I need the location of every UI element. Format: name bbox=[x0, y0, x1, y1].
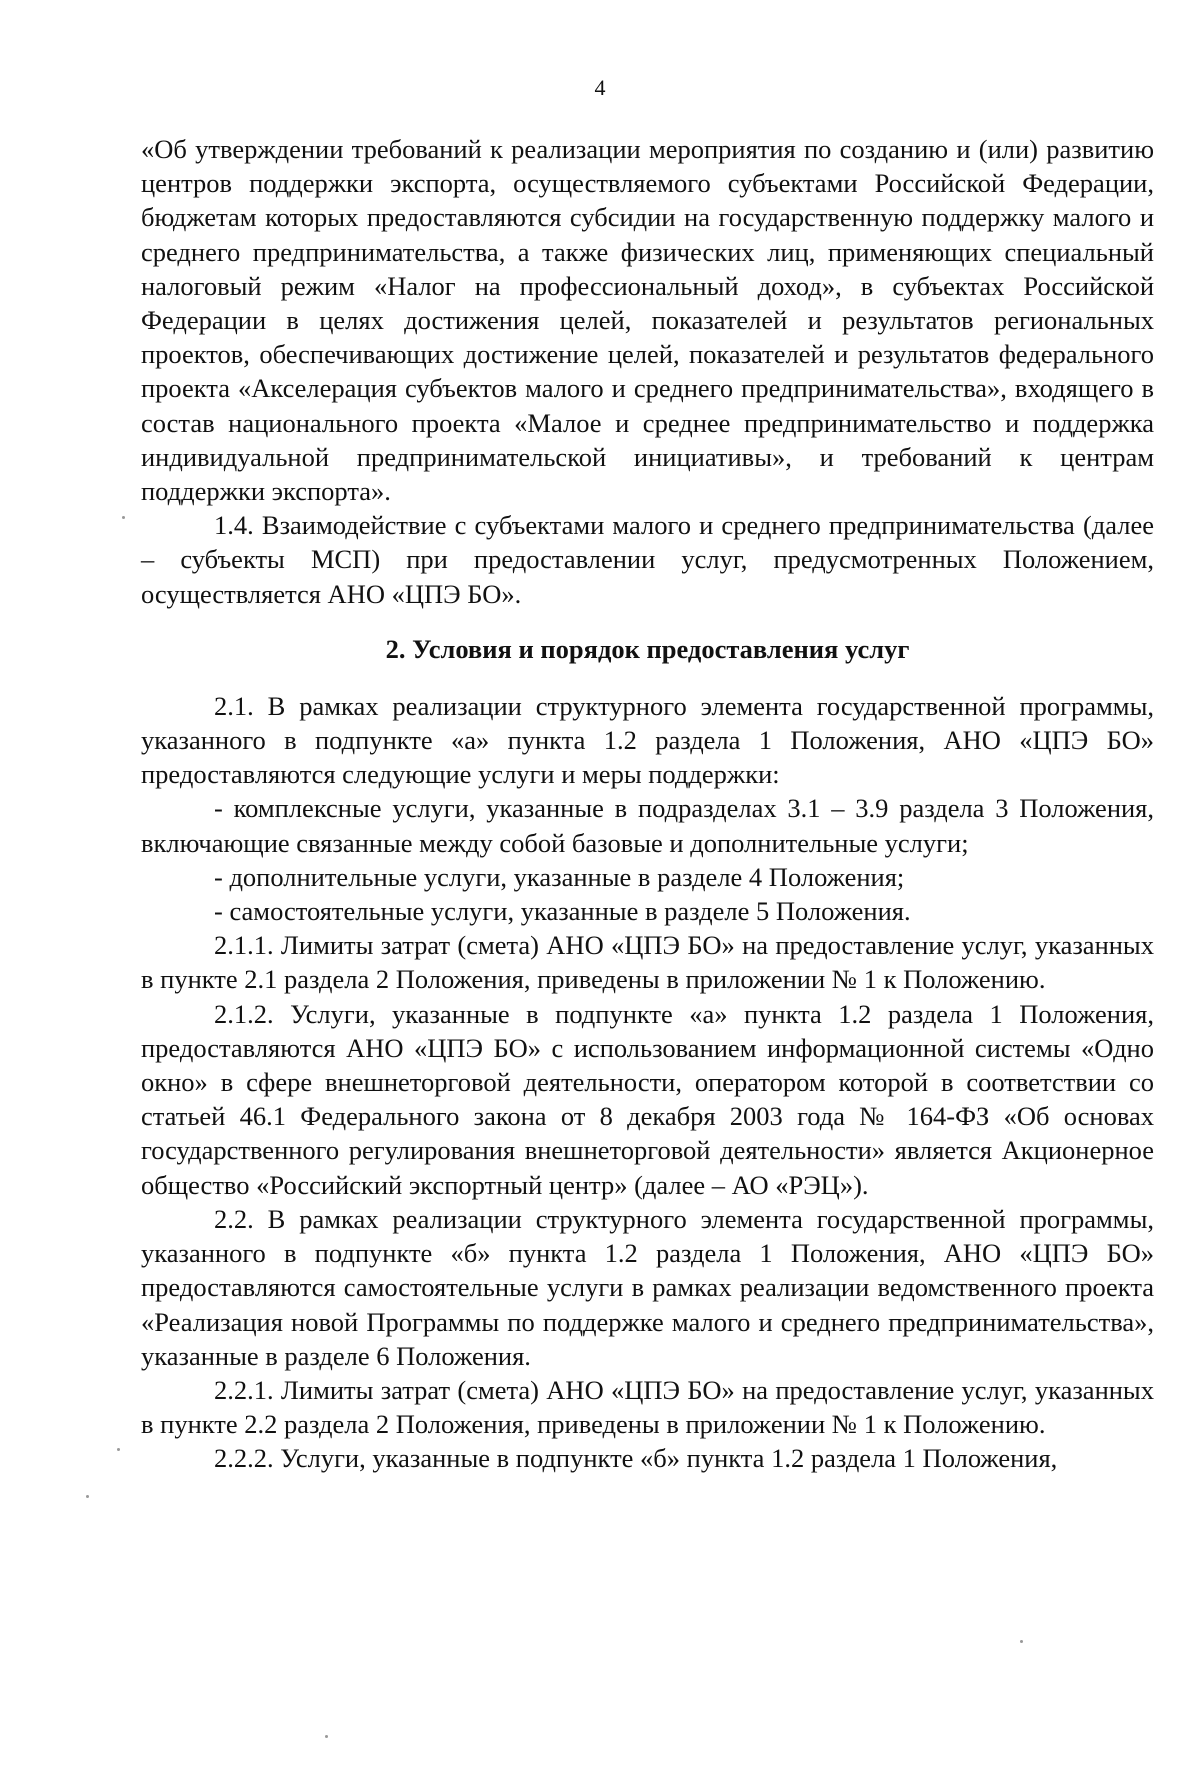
paragraph-2-2: 2.2. В рамках реализации структурного элемента государственной программы, указанного в подпункте «б» пункта 1.2 раздела 1 Положения, АНО «ЦПЭ БО» предоставляются самостоятельные услуги в рамках реализации ведомственного проекта «Реализация новой Программы по поддержке малого и среднего предпринимательства», указанные в разделе 6 Положения. bbox=[141, 1203, 1154, 1371]
list-item: - дополнительные услуги, указанные в разделе 4 Положения; bbox=[214, 861, 905, 892]
scan-speck bbox=[117, 1448, 120, 1451]
paragraph-2-2-2: 2.2.2. Услуги, указанные в подпункте «б» пункта 1.2 раздела 1 Положения, bbox=[214, 1443, 1058, 1474]
paragraph-2-1-2: 2.1.2. Услуги, указанные в подпункте «а» пункта 1.2 раздела 1 Положения, предоставляются АНО «ЦПЭ БО» с использованием информационной системы «Одно окно» в сфере внешнеторговой деятельности, оператором которой в соответствии со статьей 46.1 Федерального закона от 8 декабря 2003 года № 164-ФЗ «Об основах государственного регулирования внешнеторговой деятельности» является Акционерное общество «Российский экспортный центр» (далее – АО «РЭЦ»). bbox=[141, 998, 1154, 1200]
section-heading: 2. Условия и порядок предоставления услуг bbox=[385, 633, 910, 664]
scan-speck bbox=[325, 1735, 328, 1738]
paragraph-2-1-1: 2.1.1. Лимиты затрат (смета) АНО «ЦПЭ БО» на предоставление услуг, указанных в пункте 2.1 раздела 2 Положения, приведены в приложении № 1 к Положению. bbox=[141, 930, 1154, 995]
paragraph-1-4: 1.4. Взаимодействие с субъектами малого и среднего предпринимательства (далее – субъекты МСП) при предоставлении услуг, предусмотренных Положением, осуществляется АНО «ЦПЭ БО». bbox=[141, 510, 1154, 609]
scan-speck bbox=[86, 1495, 89, 1498]
paragraph: «Об утверждении требований к реализации мероприятия по созданию и (или) развитию центров поддержки экспорта, осуществляемого субъектами Российской Федерации, бюджетам которых предоставляются субсидии на государственную поддержку малого и среднего предпринимательства, а также физических лиц, применяющих специальный налоговый режим «Налог на профессиональный доход», в субъектах Российской Федерации в целях достижения целей, показателей и результатов региональных проектов, обеспечивающих достижение целей, показателей и результатов федерального проекта «Акселерация субъектов малого и среднего предпринимательства», входящего в состав национального проекта «Малое и среднее предпринимательство и поддержка индивидуальной предпринимательской инициативы», и требований к центрам поддержки экспорта». bbox=[141, 134, 1154, 507]
paragraph-2-2-1: 2.2.1. Лимиты затрат (смета) АНО «ЦПЭ БО» на предоставление услуг, указанных в пункте 2.2 раздела 2 Положения, приведены в приложении № 1 к Положению. bbox=[141, 1374, 1154, 1440]
paragraph-2-1: 2.1. В рамках реализации структурного элемента государственной программы, указанного в подпункте «а» пункта 1.2 раздела 1 Положения, АНО «ЦПЭ БО» предоставляются следующие услуги и меры поддержки: bbox=[141, 690, 1154, 790]
scan-speck bbox=[122, 516, 125, 519]
scan-speck bbox=[1020, 1640, 1023, 1643]
page-number: 4 bbox=[594, 75, 606, 100]
list-item: - комплексные услуги, указанные в подразделах 3.1 – 3.9 раздела 3 Положения, включающие связанные между собой базовые и дополнительные услуги; bbox=[141, 793, 1154, 858]
list-item: - самостоятельные услуги, указанные в разделе 5 Положения. bbox=[214, 896, 911, 927]
document-body bbox=[141, 132, 1154, 1476]
